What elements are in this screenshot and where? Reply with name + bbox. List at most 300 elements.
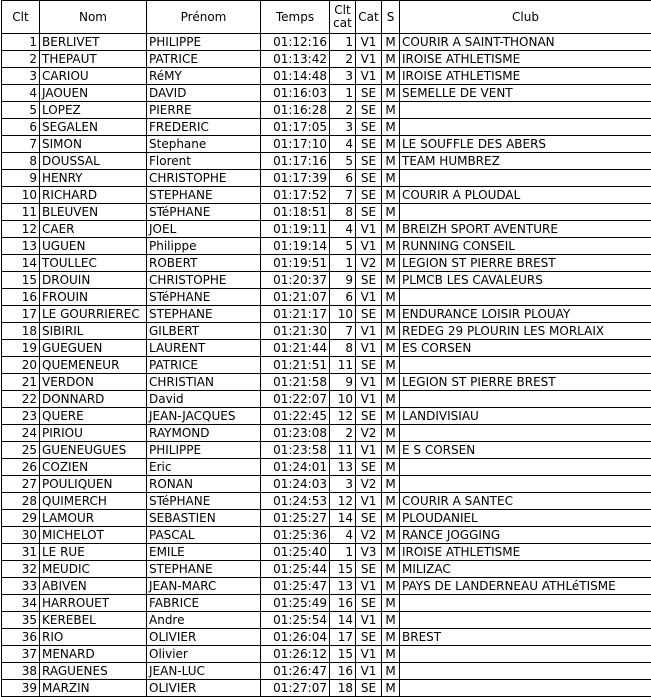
table-row [2,408,651,425]
cell-prenom: LAURENT [147,340,261,357]
cell-nom: MICHELOT [40,527,147,544]
cell-clt-cat: 5 [330,238,356,255]
cell-sexe: M [382,663,400,680]
cell-temps: 01:22:45 [261,408,330,425]
cell-sexe: M [382,34,400,51]
cell-clt: 39 [2,680,40,697]
cell-club: LEGION ST PIERRE BREST [400,255,651,272]
cell-nom: UGUEN [40,238,147,255]
cell-nom: PIRIOU [40,425,147,442]
cell-club: ENDURANCE LOISIR PLOUAY [400,306,651,323]
cell-clt: 5 [2,102,40,119]
cell-temps: 01:13:42 [261,51,330,68]
cell-nom: QUERE [40,408,147,425]
cell-club: LANDIVISIAU [400,408,651,425]
table-row [2,476,651,493]
cell-clt: 7 [2,136,40,153]
table-row [2,221,651,238]
cell-temps: 01:17:39 [261,170,330,187]
table-row [2,561,651,578]
cell-club: REDEG 29 PLOURIN LES MORLAIX [400,323,651,340]
cell-club: RUNNING CONSEIL [400,238,651,255]
cell-clt: 12 [2,221,40,238]
cell-club [400,204,651,221]
cell-sexe: M [382,612,400,629]
cell-prenom: PASCAL [147,527,261,544]
cell-clt: 37 [2,646,40,663]
cell-sexe: M [382,272,400,289]
cell-club: MILIZAC [400,561,651,578]
cell-temps: 01:21:07 [261,289,330,306]
cell-temps: 01:25:47 [261,578,330,595]
cell-prenom: PATRICE [147,357,261,374]
cell-club [400,663,651,680]
cell-clt: 4 [2,85,40,102]
cell-clt: 3 [2,68,40,85]
cell-cat: V1 [356,391,382,408]
cell-club: SEMELLE DE VENT [400,85,651,102]
cell-prenom: CHRISTIAN [147,374,261,391]
cell-prenom: JEAN-MARC [147,578,261,595]
cell-sexe: M [382,102,400,119]
cell-clt: 33 [2,578,40,595]
cell-clt-cat: 7 [330,187,356,204]
table-row [2,442,651,459]
cell-sexe: M [382,221,400,238]
table-row [2,374,651,391]
cell-sexe: M [382,51,400,68]
cell-prenom: Philippe [147,238,261,255]
cell-cat: V1 [356,646,382,663]
cell-sexe: M [382,306,400,323]
cell-temps: 01:25:54 [261,612,330,629]
cell-club: LE SOUFFLE DES ABERS [400,136,651,153]
cell-temps: 01:14:48 [261,68,330,85]
cell-prenom: PIERRE [147,102,261,119]
cell-clt-cat: 4 [330,221,356,238]
cell-prenom: OLIVIER [147,680,261,697]
cell-prenom: DAVID [147,85,261,102]
cell-nom: VERDON [40,374,147,391]
cell-sexe: M [382,68,400,85]
cell-cat: SE [356,680,382,697]
cell-clt-cat: 2 [330,425,356,442]
cell-nom: SIMON [40,136,147,153]
cell-cat: V1 [356,323,382,340]
cell-temps: 01:23:58 [261,442,330,459]
table-row [2,391,651,408]
cell-club: COURIR A SANTEC [400,493,651,510]
cell-club [400,612,651,629]
cell-sexe: M [382,204,400,221]
table-row [2,68,651,85]
cell-clt: 18 [2,323,40,340]
cell-club: RANCE JOGGING [400,527,651,544]
header-clt: Clt [2,1,40,34]
cell-clt: 10 [2,187,40,204]
cell-prenom: RAYMOND [147,425,261,442]
cell-prenom: Andre [147,612,261,629]
cell-cat: V1 [356,68,382,85]
cell-club: ES CORSEN [400,340,651,357]
cell-club: COURIR A PLOUDAL [400,187,651,204]
cell-clt: 1 [2,34,40,51]
cell-clt-cat: 1 [330,85,356,102]
cell-club: PAYS DE LANDERNEAU ATHLéTISME [400,578,651,595]
cell-club: IROISE ATHLETISME [400,544,651,561]
cell-prenom: STEPHANE [147,187,261,204]
cell-temps: 01:25:44 [261,561,330,578]
cell-nom: RAGUENES [40,663,147,680]
cell-clt: 23 [2,408,40,425]
cell-cat: V2 [356,476,382,493]
cell-cat: SE [356,102,382,119]
cell-clt-cat: 16 [330,663,356,680]
cell-prenom: STéPHANE [147,289,261,306]
cell-clt: 22 [2,391,40,408]
cell-clt: 35 [2,612,40,629]
cell-clt: 6 [2,119,40,136]
cell-nom: SEGALEN [40,119,147,136]
cell-prenom: Stephane [147,136,261,153]
cell-sexe: M [382,289,400,306]
cell-nom: HARROUET [40,595,147,612]
cell-clt: 17 [2,306,40,323]
cell-prenom: SEBASTIEN [147,510,261,527]
cell-prenom: FREDERIC [147,119,261,136]
cell-sexe: M [382,187,400,204]
table-row [2,612,651,629]
cell-clt: 29 [2,510,40,527]
cell-prenom: PHILIPPE [147,442,261,459]
cell-cat: SE [356,306,382,323]
cell-clt: 13 [2,238,40,255]
table-row [2,136,651,153]
cell-cat: SE [356,357,382,374]
cell-club: BREIZH SPORT AVENTURE [400,221,651,238]
cell-prenom: STEPHANE [147,561,261,578]
table-row [2,493,651,510]
header-row [2,1,651,34]
table-row [2,578,651,595]
cell-sexe: M [382,170,400,187]
cell-clt-cat: 5 [330,153,356,170]
cell-nom: RIO [40,629,147,646]
cell-cat: V1 [356,289,382,306]
cell-nom: POULIQUEN [40,476,147,493]
cell-nom: DOUSSAL [40,153,147,170]
cell-prenom: JEAN-JACQUES [147,408,261,425]
cell-sexe: M [382,408,400,425]
table-row [2,680,651,697]
table-row [2,527,651,544]
cell-cat: V2 [356,425,382,442]
cell-clt-cat: 18 [330,680,356,697]
cell-club [400,425,651,442]
cell-nom: COZIEN [40,459,147,476]
cell-cat: SE [356,187,382,204]
cell-club [400,459,651,476]
cell-temps: 01:23:08 [261,425,330,442]
cell-clt: 16 [2,289,40,306]
cell-clt: 26 [2,459,40,476]
cell-nom: DROUIN [40,272,147,289]
cell-prenom: RONAN [147,476,261,493]
cell-clt-cat: 6 [330,170,356,187]
cell-nom: SIBIRIL [40,323,147,340]
cell-prenom: Florent [147,153,261,170]
table-row [2,663,651,680]
table-row [2,102,651,119]
cell-temps: 01:25:27 [261,510,330,527]
table-row [2,85,651,102]
cell-temps: 01:19:14 [261,238,330,255]
cell-prenom: GILBERT [147,323,261,340]
cell-clt-cat: 10 [330,306,356,323]
cell-clt: 8 [2,153,40,170]
cell-sexe: M [382,629,400,646]
cell-club: E S CORSEN [400,442,651,459]
cell-clt: 28 [2,493,40,510]
cell-clt-cat: 3 [330,68,356,85]
cell-sexe: M [382,153,400,170]
cell-cat: V1 [356,663,382,680]
cell-prenom: JEAN-LUC [147,663,261,680]
cell-nom: QUEMENEUR [40,357,147,374]
table-row [2,459,651,476]
cell-sexe: M [382,442,400,459]
cell-nom: DONNARD [40,391,147,408]
cell-nom: LAMOUR [40,510,147,527]
cell-clt: 36 [2,629,40,646]
cell-nom: GUEGUEN [40,340,147,357]
cell-cat: V1 [356,221,382,238]
cell-cat: V1 [356,374,382,391]
cell-clt-cat: 14 [330,612,356,629]
cell-cat: SE [356,136,382,153]
header-clt-cat-line2: cat [333,16,352,30]
header-cat: Cat [356,1,382,34]
table-row [2,51,651,68]
cell-temps: 01:12:16 [261,34,330,51]
header-clt-cat-line1: Clt [334,3,350,17]
cell-temps: 01:26:12 [261,646,330,663]
cell-clt-cat: 12 [330,493,356,510]
cell-clt: 19 [2,340,40,357]
cell-club: LEGION ST PIERRE BREST [400,374,651,391]
cell-nom: LOPEZ [40,102,147,119]
cell-club [400,357,651,374]
cell-nom: CAER [40,221,147,238]
cell-nom: LE GOURRIEREC [40,306,147,323]
cell-nom: MARZIN [40,680,147,697]
cell-clt-cat: 9 [330,374,356,391]
table-row [2,34,651,51]
cell-sexe: M [382,323,400,340]
cell-temps: 01:25:36 [261,527,330,544]
cell-nom: FROUIN [40,289,147,306]
cell-prenom: CHRISTOPHE [147,272,261,289]
cell-cat: V1 [356,578,382,595]
table-row [2,272,651,289]
cell-clt: 27 [2,476,40,493]
cell-clt: 25 [2,442,40,459]
table-row [2,170,651,187]
cell-cat: SE [356,595,382,612]
cell-sexe: M [382,136,400,153]
cell-clt-cat: 1 [330,34,356,51]
cell-cat: V1 [356,442,382,459]
cell-sexe: M [382,561,400,578]
cell-prenom: David [147,391,261,408]
cell-cat: V1 [356,34,382,51]
cell-sexe: M [382,510,400,527]
cell-cat: V1 [356,493,382,510]
cell-sexe: M [382,391,400,408]
cell-temps: 01:20:37 [261,272,330,289]
table-row [2,510,651,527]
cell-nom: LE RUE [40,544,147,561]
cell-temps: 01:16:03 [261,85,330,102]
cell-cat: SE [356,629,382,646]
cell-clt: 32 [2,561,40,578]
header-prenom: Prénom [147,1,261,34]
cell-clt-cat: 2 [330,102,356,119]
cell-cat: SE [356,459,382,476]
cell-cat: SE [356,85,382,102]
cell-club [400,391,651,408]
cell-temps: 01:27:07 [261,680,330,697]
cell-clt-cat: 3 [330,476,356,493]
cell-temps: 01:25:40 [261,544,330,561]
table-row [2,119,651,136]
cell-club: IROISE ATHLETISME [400,51,651,68]
cell-temps: 01:24:03 [261,476,330,493]
cell-clt-cat: 15 [330,561,356,578]
cell-cat: V1 [356,238,382,255]
cell-club [400,646,651,663]
cell-nom: HENRY [40,170,147,187]
cell-club [400,289,651,306]
cell-nom: MEUDIC [40,561,147,578]
cell-clt: 20 [2,357,40,374]
cell-clt: 14 [2,255,40,272]
cell-temps: 01:17:16 [261,153,330,170]
cell-prenom: ROBERT [147,255,261,272]
cell-nom: QUIMERCH [40,493,147,510]
cell-clt-cat: 11 [330,357,356,374]
cell-cat: SE [356,153,382,170]
cell-prenom: PHILIPPE [147,34,261,51]
cell-club [400,595,651,612]
table-row [2,255,651,272]
cell-sexe: M [382,493,400,510]
cell-clt-cat: 13 [330,459,356,476]
cell-sexe: M [382,595,400,612]
cell-prenom: Olivier [147,646,261,663]
cell-cat: V1 [356,51,382,68]
cell-temps: 01:25:49 [261,595,330,612]
cell-temps: 01:24:01 [261,459,330,476]
cell-cat: SE [356,408,382,425]
cell-sexe: M [382,374,400,391]
cell-temps: 01:17:05 [261,119,330,136]
cell-sexe: M [382,680,400,697]
cell-cat: V1 [356,340,382,357]
cell-clt: 30 [2,527,40,544]
cell-cat: SE [356,561,382,578]
cell-clt: 24 [2,425,40,442]
cell-prenom: STEPHANE [147,306,261,323]
cell-nom: ABIVEN [40,578,147,595]
cell-prenom: JOEL [147,221,261,238]
cell-prenom: RéMY [147,68,261,85]
cell-nom: BLEUVEN [40,204,147,221]
cell-club: PLMCB LES CAVALEURS [400,272,651,289]
table-row [2,646,651,663]
cell-temps: 01:19:11 [261,221,330,238]
cell-club [400,102,651,119]
cell-nom: CARIOU [40,68,147,85]
cell-cat: V1 [356,612,382,629]
cell-cat: SE [356,510,382,527]
table-row [2,425,651,442]
cell-clt: 9 [2,170,40,187]
cell-clt-cat: 1 [330,255,356,272]
cell-clt: 15 [2,272,40,289]
cell-club [400,680,651,697]
cell-cat: V3 [356,544,382,561]
cell-prenom: FABRICE [147,595,261,612]
cell-temps: 01:17:10 [261,136,330,153]
cell-temps: 01:26:47 [261,663,330,680]
cell-club: COURIR A SAINT-THONAN [400,34,651,51]
cell-prenom: Eric [147,459,261,476]
cell-clt: 2 [2,51,40,68]
cell-nom: GUENEUGUES [40,442,147,459]
cell-clt-cat: 4 [330,527,356,544]
cell-sexe: M [382,476,400,493]
cell-prenom: STéPHANE [147,493,261,510]
cell-clt-cat: 14 [330,510,356,527]
cell-temps: 01:21:17 [261,306,330,323]
header-temps: Temps [261,1,330,34]
cell-clt-cat: 7 [330,323,356,340]
cell-sexe: M [382,255,400,272]
cell-sexe: M [382,119,400,136]
cell-sexe: M [382,85,400,102]
table-row [2,595,651,612]
cell-clt: 34 [2,595,40,612]
header-nom: Nom [40,1,147,34]
results-table [1,0,651,697]
cell-clt-cat: 12 [330,408,356,425]
cell-prenom: CHRISTOPHE [147,170,261,187]
cell-temps: 01:22:07 [261,391,330,408]
cell-clt-cat: 11 [330,442,356,459]
cell-sexe: M [382,340,400,357]
table-row [2,289,651,306]
cell-clt: 38 [2,663,40,680]
cell-temps: 01:19:51 [261,255,330,272]
header-clt-cat [330,1,356,34]
table-row [2,204,651,221]
table-row [2,544,651,561]
cell-prenom: STéPHANE [147,204,261,221]
header-club: Club [400,1,651,34]
cell-sexe: M [382,578,400,595]
cell-nom: RICHARD [40,187,147,204]
